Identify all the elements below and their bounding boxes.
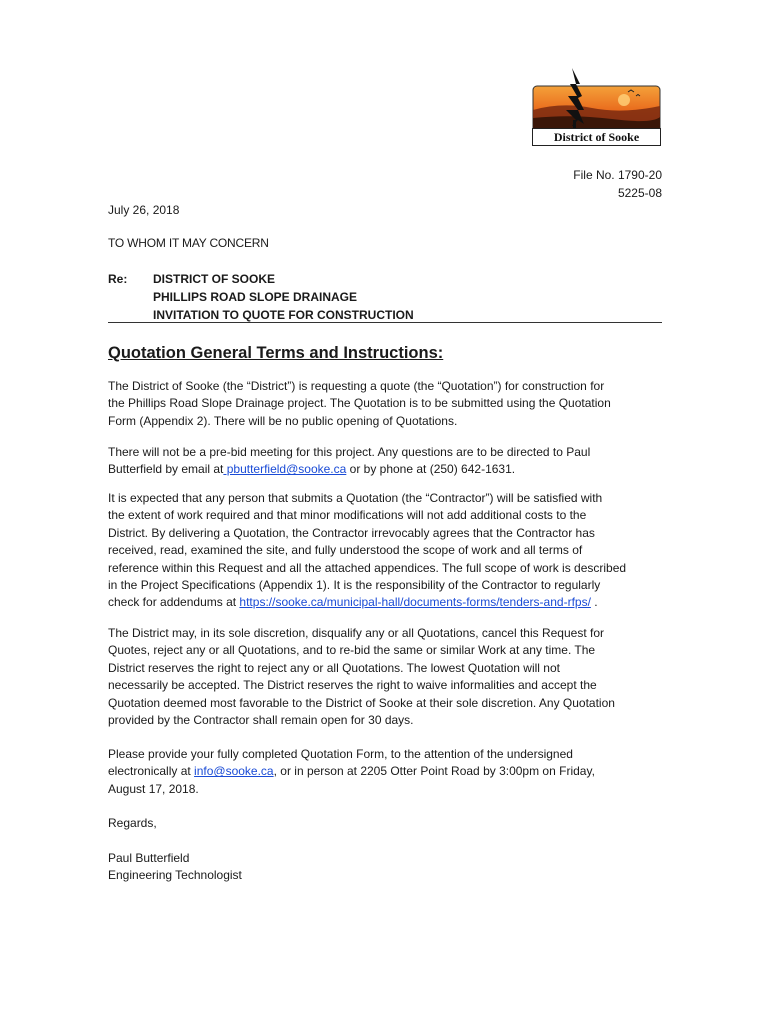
paragraph-line xyxy=(108,594,663,611)
paragraph-line: August 17, 2018. xyxy=(108,781,199,796)
paragraph-line: in the Project Specifications (Appendix 1). It is the responsibility of the Contractor to regularly xyxy=(108,578,601,593)
paragraph-3 xyxy=(108,490,663,612)
file-number-line-1: File No. 1790-20 xyxy=(573,168,662,182)
text-span: or by phone at (250) 642-1631. xyxy=(346,462,516,477)
file-number xyxy=(520,166,662,202)
re-subject xyxy=(153,270,414,324)
divider-rule xyxy=(108,322,662,323)
text-span: . xyxy=(590,595,598,610)
signer-title: Engineering Technologist xyxy=(108,868,242,883)
paragraph-line: reference within this Request and all the attached appendices. The full scope of work is described xyxy=(108,560,627,575)
signature-block xyxy=(108,850,663,885)
paragraph-line: The District may, in its sole discretion, disqualify any or all Quotations, cancel this Request for xyxy=(108,626,604,640)
paragraph-line: It is expected that any person that submits a Quotation (the “Contractor”) will be satisfied with xyxy=(108,491,603,505)
text-span: Butterfield by email at xyxy=(108,462,224,477)
section-heading: Quotation General Terms and Instructions: xyxy=(108,344,444,362)
paragraph-line: Form (Appendix 2). There will be no public opening of Quotations. xyxy=(108,413,458,428)
paragraph-line: There will not be a pre-bid meeting for this project. Any questions are to be directed to Paul xyxy=(108,445,591,459)
paragraph-line: District. By delivering a Quotation, the Contractor irrevocably agrees that the Contractor has xyxy=(108,525,595,540)
logo-text: District of Sooke xyxy=(553,130,640,144)
re-line-3: INVITATION TO QUOTE FOR CONSTRUCTION xyxy=(153,308,414,322)
tenders-url-link[interactable]: https://sooke.ca/municipal-hall/documents-forms/tenders-and-rfps/ xyxy=(239,595,591,610)
paragraph-1 xyxy=(108,378,663,430)
paragraph-line: Quotation deemed most favorable to the District of Sooke at their sole discretion. Any Quotation xyxy=(108,695,615,710)
email-link-pbutterfield[interactable]: pbutterfield@sooke.ca xyxy=(223,462,347,477)
paragraph-line: the extent of work required and that minor modifications will not add additional costs to the xyxy=(108,508,587,523)
text-span: electronically at xyxy=(108,764,195,779)
paragraph-line: District reserves the right to reject any or all Quotations. The lowest Quotation will not xyxy=(108,660,560,675)
paragraph-2 xyxy=(108,444,663,479)
paragraph-line xyxy=(108,461,663,478)
letter-date: July 26, 2018 xyxy=(108,203,180,217)
district-of-sooke-logo xyxy=(532,64,661,146)
closing: Regards, xyxy=(108,816,157,830)
paragraph-4 xyxy=(108,625,663,729)
paragraph-5 xyxy=(108,746,663,798)
text-span: , or in person at 2205 Otter Point Road by 3:00pm on Friday, xyxy=(273,764,595,779)
email-link-info[interactable]: info@sooke.ca xyxy=(194,764,274,779)
paragraph-line: Please provide your fully completed Quotation Form, to the attention of the undersigned xyxy=(108,747,573,761)
text-span: check for addendums at xyxy=(108,595,240,610)
paragraph-line: The District of Sooke (the “District”) is requesting a quote (the “Quotation”) for construction for xyxy=(108,379,605,393)
re-line-1: DISTRICT OF SOOKE xyxy=(153,272,276,286)
paragraph-line: received, read, examined the site, and fully understood the scope of work and all terms of xyxy=(108,543,583,558)
salutation: TO WHOM IT MAY CONCERN xyxy=(108,236,269,250)
re-label: Re: xyxy=(108,272,128,286)
file-number-line-2: 5225-08 xyxy=(617,186,662,200)
paragraph-line: the Phillips Road Slope Drainage project. The Quotation is to be submitted using the Quotation xyxy=(108,396,611,411)
paragraph-line: provided by the Contractor shall remain open for 30 days. xyxy=(108,713,414,728)
signer-name: Paul Butterfield xyxy=(108,851,190,865)
paragraph-line: necessarily be accepted. The District reserves the right to waive informalities and accept the xyxy=(108,678,597,693)
paragraph-line xyxy=(108,763,663,780)
paragraph-line: Quotes, reject any or all Quotations, and to re-bid the same or similar Work at any time. The xyxy=(108,643,596,658)
re-line-2: PHILLIPS ROAD SLOPE DRAINAGE xyxy=(153,290,358,304)
